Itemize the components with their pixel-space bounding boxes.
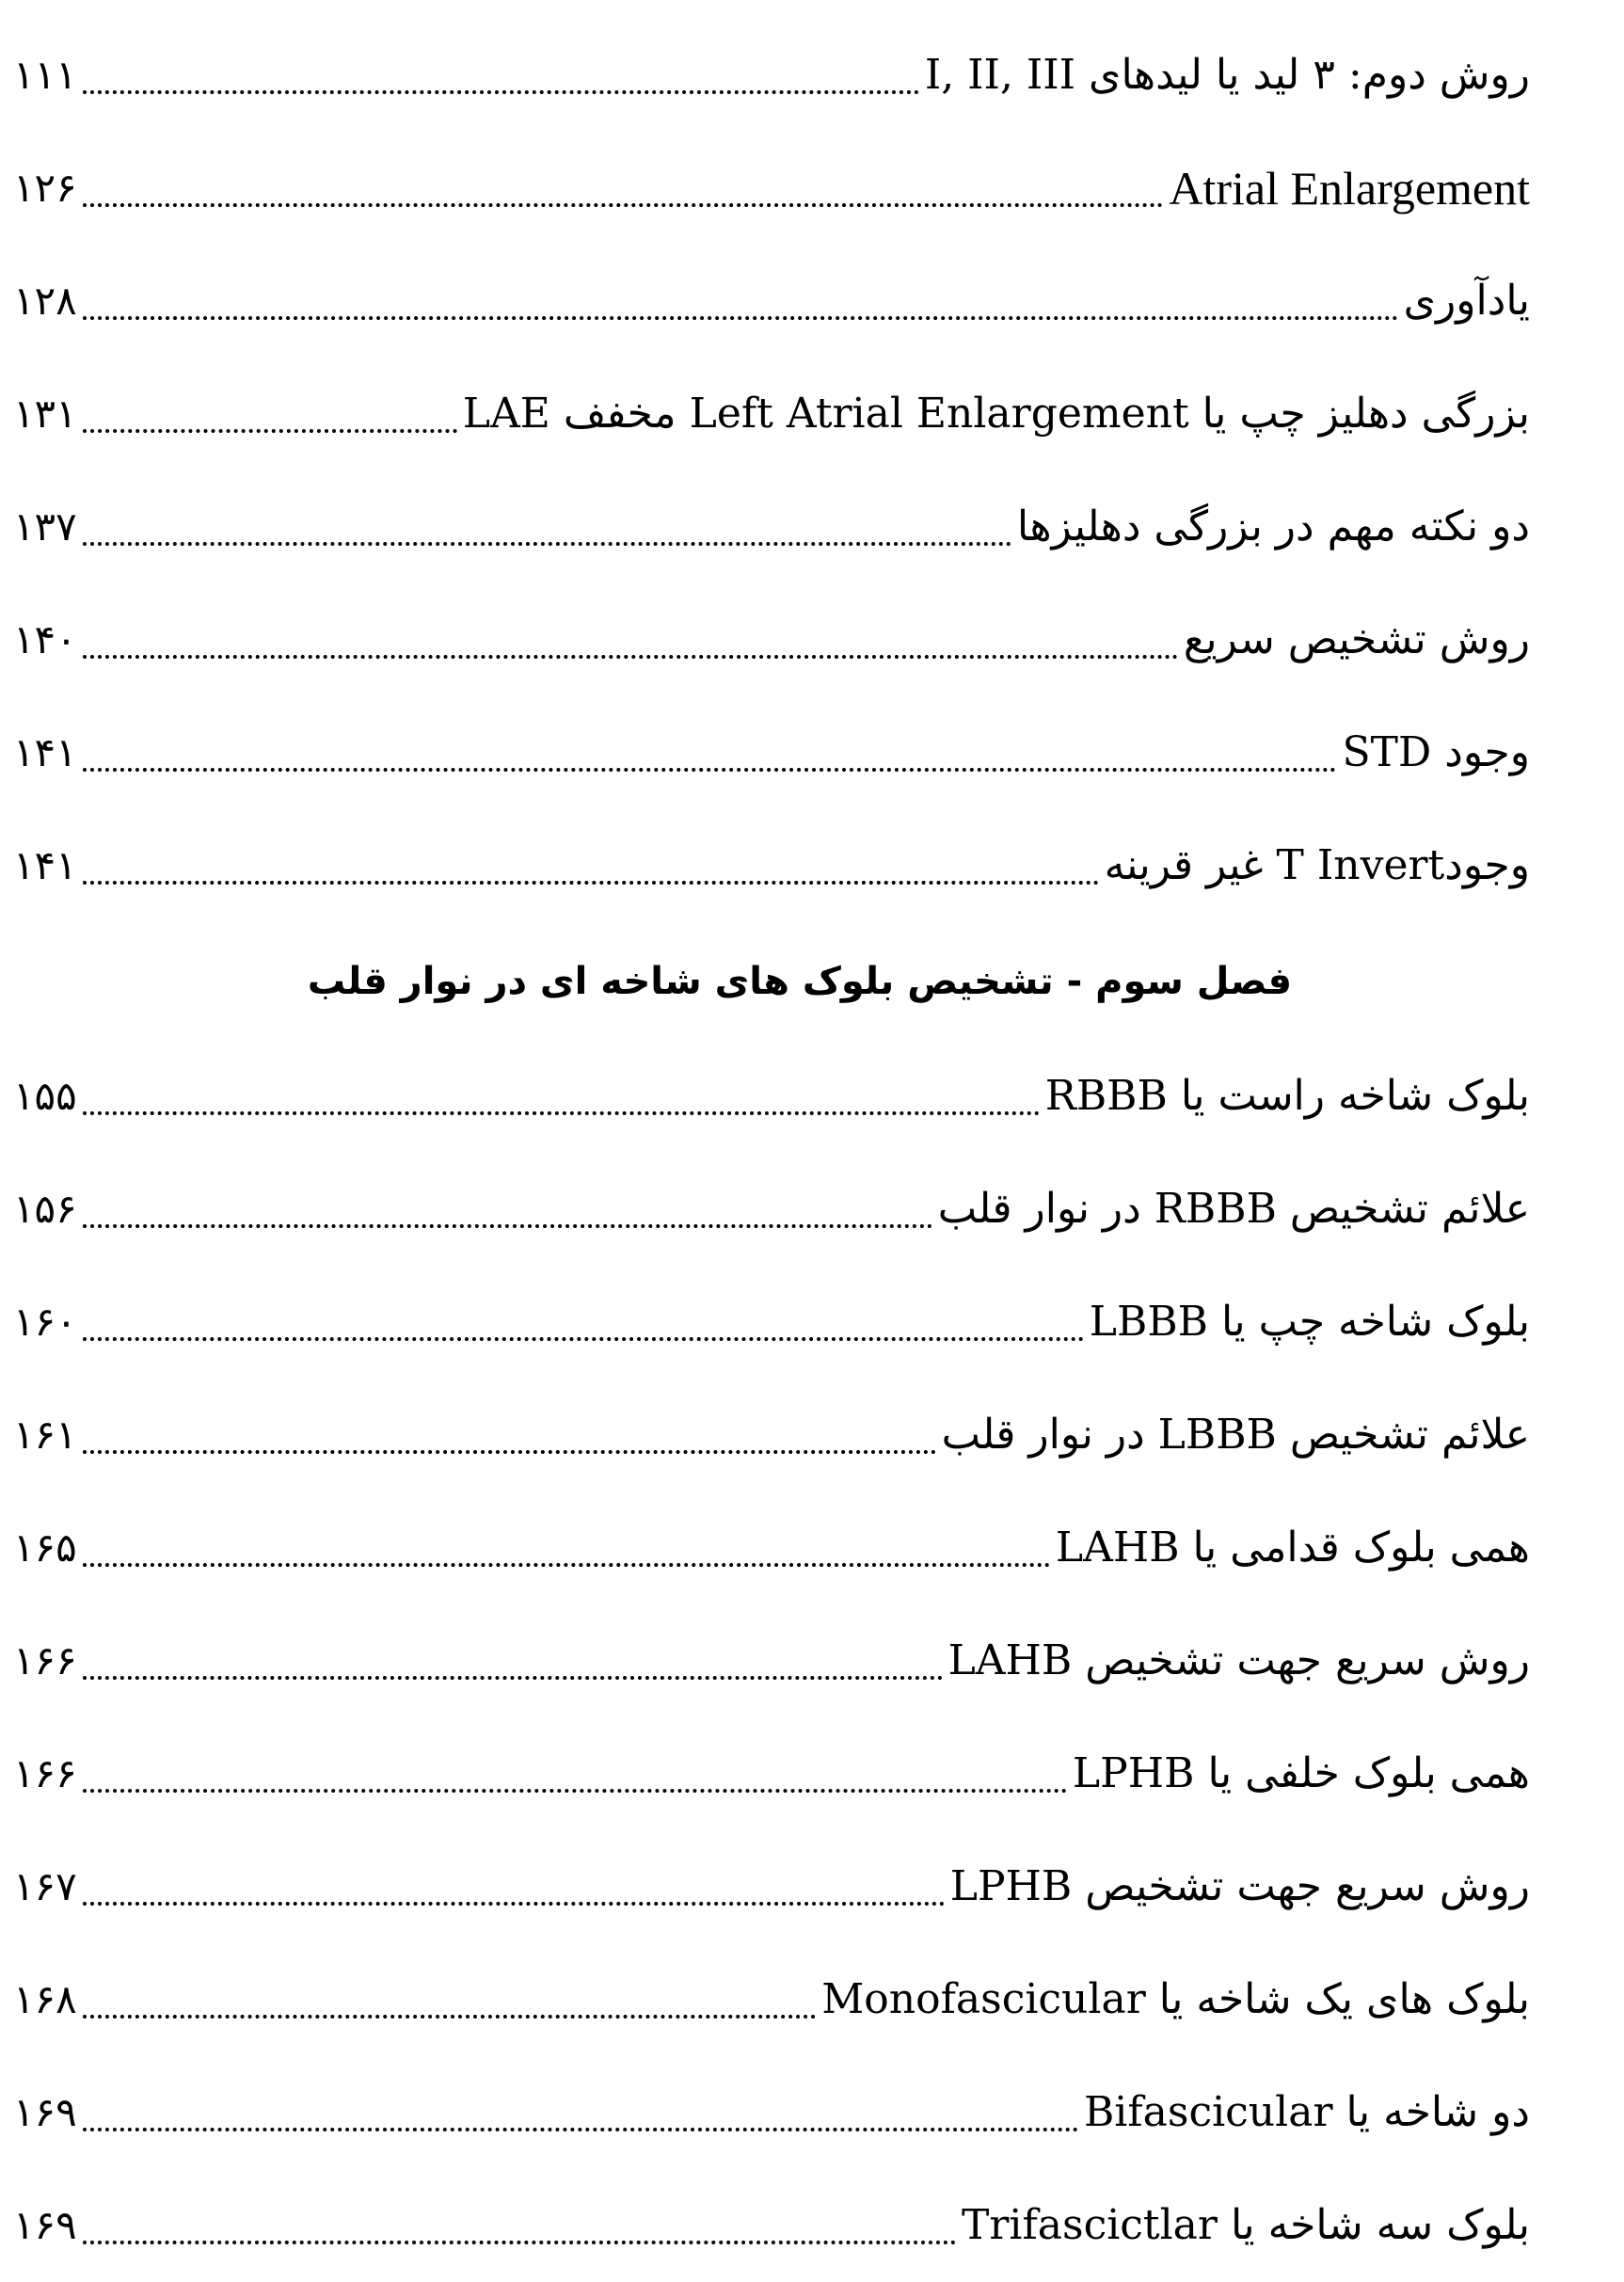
toc-entry-page: ۱۶۷ [13,1863,77,1909]
toc-entry-title: علائم تشخیص LBBB در نوار قلب [941,1411,1530,1459]
dot-leader [83,1111,1040,1115]
dot-leader [83,429,457,433]
toc-entry-page: ۱۲۸ [13,278,77,324]
dot-leader [83,1563,1050,1567]
dot-leader [83,1450,936,1454]
dot-leader [83,881,1099,885]
toc-entry-title: روش سریع جهت تشخیص LAHB [947,1636,1530,1684]
toc-entry-page: ۱۵۶ [13,1186,77,1232]
toc-entry-title: علائم تشخیص RBBB در نوار قلب [937,1185,1530,1233]
toc-entry-title: روش سریع جهت تشخیص LPHB [949,1862,1530,1910]
dot-leader [83,542,1011,546]
toc-entry[interactable] [13,1604,1530,1717]
toc-entry[interactable] [13,809,1530,922]
dot-leader [83,90,919,94]
dot-leader [83,655,1178,659]
toc-entry-page: ۱۶۶ [13,1750,77,1796]
dot-leader [83,1789,1067,1793]
toc-entry[interactable] [13,19,1530,132]
toc-entry[interactable] [13,1379,1530,1492]
toc-entry[interactable] [13,1266,1530,1379]
toc-entry-title: Atrial Enlargement [1169,162,1530,215]
dot-leader [83,1337,1084,1341]
toc-entry-page: ۱۶۶ [13,1637,77,1684]
toc-entry-page: ۱۶۹ [13,2202,77,2248]
toc-entry-title: بلوک شاخه راست یا RBBB [1044,1072,1530,1120]
toc-entry-page: ۱۳۷ [13,503,77,550]
toc-entry-title: وجود STD [1342,728,1530,776]
dot-leader [83,2241,956,2244]
toc-entry-title: همی بلوک خلفی یا LPHB [1072,1749,1530,1797]
dot-leader [83,1224,932,1228]
toc-entry-page: ۱۴۱ [13,842,77,888]
toc-entry-title: بلوک سه شاخه یا Trifascictlar [962,2201,1530,2249]
toc-entry[interactable] [13,583,1530,696]
toc-entry[interactable] [13,471,1530,583]
chapter-heading: فصل سوم - تشخیص بلوک های شاخه ای در نوار قلب [307,959,1293,1003]
toc-entry-title: روش دوم: ۳ لید یا لیدهای I, II, III [924,51,1530,99]
toc-entry-page: ۱۴۰ [13,616,77,662]
toc-entry-page: ۱۲۶ [13,165,77,211]
dot-leader [83,1676,943,1680]
toc-entry[interactable] [13,1830,1530,1943]
toc-entry-title: وجودT Invert غیر قرینه [1104,841,1530,889]
toc-entry-page: ۱۶۰ [13,1299,77,1345]
toc-entry[interactable] [13,1492,1530,1604]
toc-entry[interactable] [13,358,1530,471]
toc-entry[interactable] [13,1040,1530,1153]
toc-entry-title: دو نکته مهم در بزرگی دهلیزها [1016,503,1530,551]
toc-entry-title: روش تشخیص سریع [1183,615,1530,663]
table-of-contents [13,19,1530,2282]
toc-entry[interactable] [13,2169,1530,2282]
dot-leader [83,2015,817,2019]
toc-entry-title: بزرگی دهلیز چپ یا Left Atrial Enlargement مخفف LAE [462,390,1530,438]
dot-leader [83,2128,1078,2131]
dot-leader [83,316,1398,320]
toc-entry-title: یادآوری [1403,277,1530,325]
toc-entry[interactable] [13,696,1530,809]
toc-entry[interactable] [13,2056,1530,2169]
toc-entry-title: همی بلوک قدامی یا LAHB [1055,1524,1530,1572]
toc-entry-title: بلوک های یک شاخه یا Monofascicular [821,1975,1530,2023]
toc-entry-title: دو شاخه یا Bifascicular [1083,2088,1530,2136]
toc-entry-page: ۱۱۱ [13,52,77,98]
dot-leader [83,768,1337,772]
toc-entry[interactable] [13,245,1530,358]
toc-entry[interactable] [13,1717,1530,1830]
toc-entry[interactable] [13,1943,1530,2056]
toc-entry-title: بلوک شاخه چپ یا LBBB [1089,1298,1530,1346]
toc-entry-page: ۱۶۵ [13,1524,77,1571]
toc-entry-page: ۱۶۸ [13,1976,77,2022]
toc-entry[interactable] [13,132,1530,245]
dot-leader [83,203,1164,207]
dot-leader [83,1902,945,1906]
toc-entry-page: ۱۳۱ [13,391,77,437]
toc-entry-page: ۱۶۱ [13,1412,77,1458]
toc-entry-page: ۱۵۵ [13,1073,77,1119]
toc-entry-page: ۱۴۱ [13,729,77,775]
toc-entry[interactable] [13,1153,1530,1266]
toc-entry-page: ۱۶۹ [13,2089,77,2135]
